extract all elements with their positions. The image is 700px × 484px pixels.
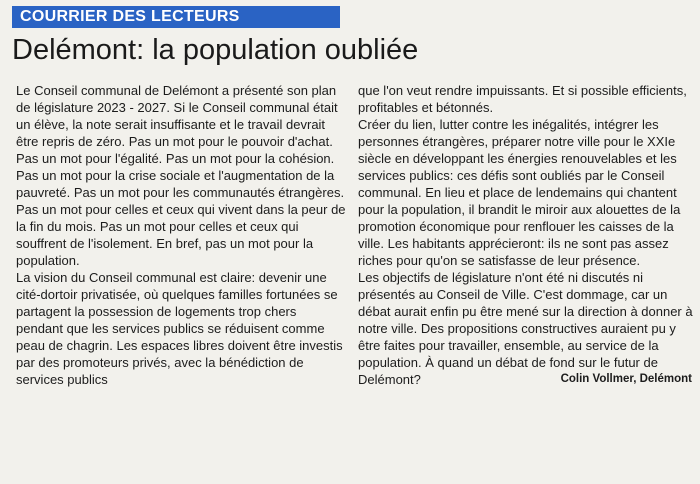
- section-rubric: COURRIER DES LECTEURS: [12, 6, 340, 28]
- paragraph-4: [358, 269, 694, 388]
- paragraph-1: Le Conseil communal de Delémont a présenté son plan de législature 2023 - 2027. Si le Conseil communal était un élève, la note serait insuffisante et le travail devrait être repris de zéro. Pas un mot pour le pouvoir d'achat. Pas un mot pour l'égalité. Pas un mot pour la cohésion. Pas un mot pour la crise sociale et l'augmentation de la pauvreté. Pas un mot pour les communautés étrangères. Pas un mot pour celles et ceux qui vivent dans la peur de la fin du mois. Pas un mot pour celles et ceux qui souffrent de l'isolement. En bref, pas un mot pour la population.: [16, 83, 346, 268]
- article-column-right: [358, 82, 694, 388]
- paragraph-2: La vision du Conseil communal est claire: devenir une cité-dortoir privatisée, où quelques familles fortunées se partagent la possession de logements trop chers pendant que les services publics se réduisent comme peau de chagrin. Les espaces libres doivent être investis par des promoteurs privés, avec la bénédiction de services publics: [16, 270, 343, 387]
- author-signature: Colin Vollmer, Delémont: [560, 373, 692, 385]
- article-title: Delémont: la population oubliée: [12, 34, 419, 66]
- paragraph-2-continued: que l'on veut rendre impuissants. Et si possible efficients, profitables et bétonnés.: [358, 83, 687, 115]
- paragraph-3: Créer du lien, lutter contre les inégalités, intégrer les personnes étrangères, préparer notre ville pour le XXIe siècle en développant les énergies renouvelables et les services publics: ces défis sont oubliés par le Conseil communal. En lieu et place de lendemains qui chantent pour la population, il brandit le miroir aux alouettes de la promotion économique pour renflouer les caisses de la ville. Les habitants apprécieront: ils ne sont pas assez riches pour qu'on se satisfasse de leur présence.: [358, 117, 681, 268]
- paragraph-4-text: Les objectifs de législature n'ont été ni discutés ni présentés au Conseil de Ville. C'est dommage, car un débat aurait enfin pu être mené sur la direction à donner à notre ville. Des propositions constructives auraient pu y être faites pour travailler, ensemble, au service de la population. À quand un débat de fond sur le futur de Delémont?: [358, 270, 693, 387]
- article-column-left: [16, 82, 346, 388]
